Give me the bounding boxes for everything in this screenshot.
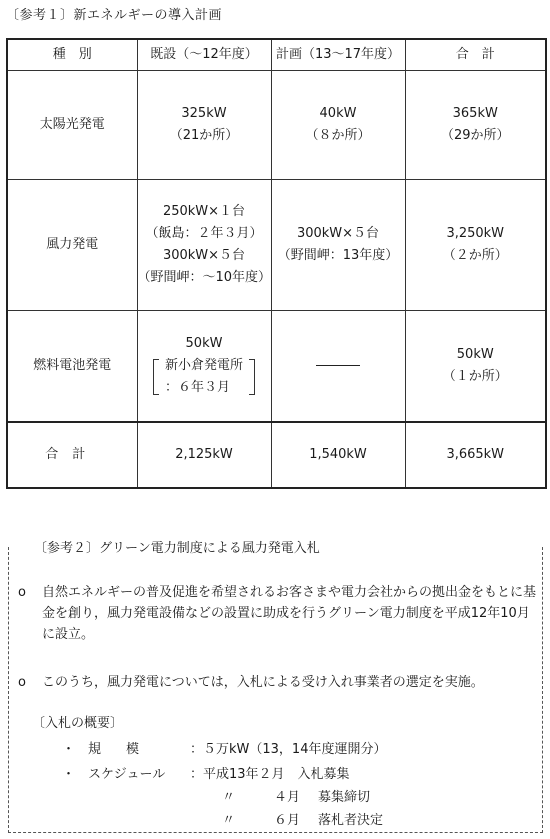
header-type: 種 別 bbox=[7, 39, 137, 71]
cell-total: 3,665kW bbox=[405, 422, 546, 488]
cell-line: ：６年３月 bbox=[164, 380, 230, 395]
cell-line: （２か所） bbox=[442, 248, 508, 263]
cell-planned: 1,540kW bbox=[271, 422, 405, 488]
cell-existing bbox=[137, 71, 271, 180]
cell-line: （野間岬：〜10年度） bbox=[137, 270, 272, 285]
schedule-event: 募集締切 bbox=[318, 790, 371, 805]
cell-line: 3,250kW bbox=[446, 226, 505, 241]
summary-bullet: ・ bbox=[62, 742, 76, 757]
cell-existing bbox=[137, 311, 271, 423]
reference-2-title: 〔参考２〕グリーン電力制度による風力発電入札 bbox=[30, 537, 324, 556]
schedule-event: 落札者決定 bbox=[318, 813, 384, 828]
ditto-mark: 〃 bbox=[222, 790, 236, 805]
bullet-mark: o bbox=[18, 675, 26, 690]
reference-1-title: 〔参考１〕新エネルギーの導入計画 bbox=[6, 8, 223, 23]
cell-planned bbox=[271, 71, 405, 180]
new-energy-plan-table bbox=[6, 38, 547, 489]
cell-line: 新小倉発電所 bbox=[164, 358, 243, 373]
ditto-mark: 〃 bbox=[222, 813, 236, 828]
cell-line: （野間岬：13年度） bbox=[277, 248, 399, 263]
bracketed-note bbox=[153, 355, 255, 399]
cell-line: 40kW bbox=[319, 106, 357, 121]
cell-line: 300kW×５台 bbox=[296, 226, 380, 241]
cell-total bbox=[405, 180, 546, 311]
cell-line: （29か所） bbox=[440, 128, 510, 143]
cell-line: 250kW×１台 bbox=[162, 204, 246, 219]
cell-line: 300kW×５台 bbox=[162, 248, 246, 263]
table-total-row bbox=[7, 422, 546, 488]
cell-line: （８か所） bbox=[305, 128, 371, 143]
cell-existing: 2,125kW bbox=[137, 422, 271, 488]
cell-line: 365kW bbox=[452, 106, 498, 121]
row-type: 風力発電 bbox=[7, 180, 137, 311]
table-header-row bbox=[7, 39, 546, 71]
cell-total bbox=[405, 311, 546, 423]
row-type: 燃料電池発電 bbox=[7, 311, 137, 423]
cell-planned bbox=[271, 311, 405, 423]
cell-line: （飯島：２年３月） bbox=[145, 226, 263, 241]
paragraph-text: このうち，風力発電については，入札による受け入れ事業者の選定を実施。 bbox=[42, 675, 484, 690]
cell-planned bbox=[271, 180, 405, 311]
cell-line: （21か所） bbox=[169, 128, 239, 143]
summary-label-scale: 規 模 bbox=[88, 742, 146, 757]
table-row bbox=[7, 71, 546, 180]
header-total: 合 計 bbox=[405, 39, 546, 71]
paragraph-text: 自然エネルギーの普及促進を希望されるお客さまや電力会社からの拠出金をもとに基金を創り，風力発電設備などの設置に助成を行うグリーン電力制度を平成12年10月に設立。 bbox=[42, 585, 537, 642]
cell-line: 50kW bbox=[185, 336, 223, 351]
row-type: 合計 bbox=[7, 422, 137, 488]
bullet-mark: o bbox=[18, 585, 26, 600]
summary-value-scale: ：５万kW（13，14年度運開分） bbox=[190, 742, 387, 757]
header-existing: 既設（〜12年度） bbox=[137, 39, 271, 71]
table-row bbox=[7, 311, 546, 423]
none-dash bbox=[316, 365, 360, 366]
table-row bbox=[7, 180, 546, 311]
cell-line: 50kW bbox=[456, 347, 494, 362]
cell-existing bbox=[137, 180, 271, 311]
schedule-month: ６月 bbox=[274, 813, 301, 828]
summary-label-schedule: スケジュール bbox=[88, 767, 166, 782]
summary-value-schedule: ：平成13年２月 入札募集 bbox=[190, 767, 350, 782]
cell-total bbox=[405, 71, 546, 180]
cell-line: 325kW bbox=[181, 106, 227, 121]
row-type: 太陽光発電 bbox=[7, 71, 137, 180]
header-planned: 計画（13〜17年度） bbox=[271, 39, 405, 71]
schedule-month: ４月 bbox=[274, 790, 301, 805]
cell-line: （１か所） bbox=[442, 369, 508, 384]
summary-bullet: ・ bbox=[62, 767, 76, 782]
summary-heading: 〔入札の概要〕 bbox=[32, 716, 124, 731]
